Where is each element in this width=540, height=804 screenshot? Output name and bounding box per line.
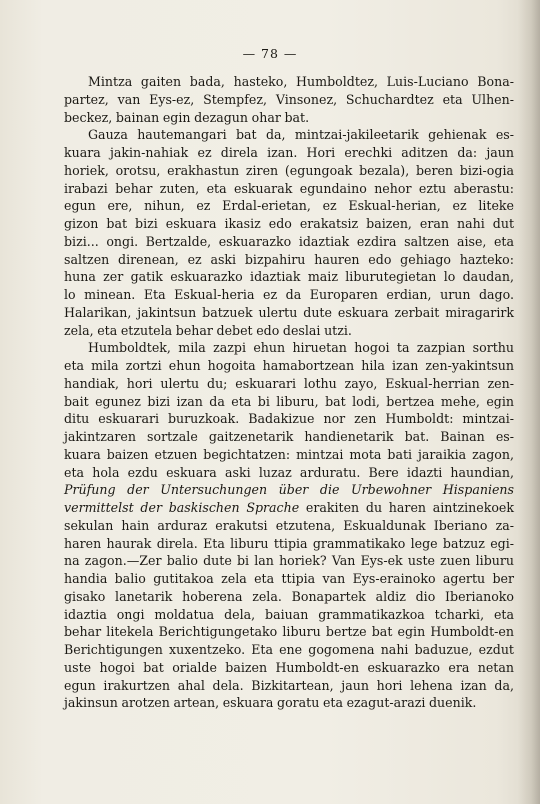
text-line: Berichtigungen xuxentzeko. Eta ene gogomena nahi baduzue, ezdut <box>64 642 514 657</box>
text-line: idaztia ongi moldatua dela, baiuan grammatikazkoa tcharki, eta <box>64 606 514 622</box>
text-tail: erakiten du haren aintzinekoek <box>299 500 514 515</box>
text-line: sekulan hain arduraz erakutsi etzutena, Eskualdunak Iberiano za- <box>64 517 514 533</box>
text-line: kuara jakin-nahiak ez direla izan. Hori erechki aditzen da: jaun <box>64 145 514 160</box>
text-line: eta mila zortzi ehun hogoita hamabortzean hila izan zen-yakintsun <box>64 358 514 373</box>
text-line: zela, eta etzutela behar debet edo deslai utzi. <box>64 322 352 338</box>
text-line: bizi... ongi. Bertzalde, eskuarazko idaztiak ezdira saltzen aise, eta <box>64 233 514 249</box>
text-line: handiak, hori ulertu du; eskuarari lothu zayo, Eskual-herrian zen- <box>64 375 514 391</box>
text-line: haren haurak direla. Eta liburu ttipia grammatikako lege batzuz egi- <box>64 535 514 551</box>
text-line: kuara baizen etzuen begichtatzen: mintzai mota bati jaraikia zagon, <box>64 446 514 462</box>
page-edge-shadow <box>518 0 540 804</box>
text-line: jakinsun arotzen artean, eskuara goratu eta ezagut-arazi duenik. <box>64 695 477 711</box>
text-line: ditu eskuarari buruzkoak. Badakizue nor zen Humboldt: mintzai- <box>64 411 514 427</box>
italic-title-end: vermittelst der baskischen Sprache <box>64 500 300 515</box>
text-line: lo minean. Eta Eskual-heria ez da Europaren erdian, urun dago. <box>64 287 514 302</box>
text-line-with-italic <box>64 499 514 517</box>
text-line: saltzen direnean, ez aski bizpahiru hauren edo gehiago hazteko: <box>64 251 514 267</box>
text-line: eta hola ezdu eskuara aski luzaz arduratu. Bere idazti haundian, <box>64 464 514 480</box>
text-line: Humboldtek, mila zazpi ehun hiruetan hogoi ta zazpian sorthu <box>88 340 514 356</box>
page-number: — 78 — <box>242 46 298 61</box>
text-line: Halarikan, jakintsun batzuek ulertu dute eskuara zerbait miragarirk <box>64 304 514 320</box>
text-line: Gauza hautemangari bat da, mintzai-jakileetarik gehienak es- <box>88 127 514 143</box>
text-line: horiek, orotsu, erakhastun ziren (egungoak bezala), beren bizi-ogia <box>64 162 514 178</box>
text-line: irabazi behar zuten, eta eskuarak egundaino nehor eztu aberastu: <box>64 180 514 196</box>
text-line: partez, van Eys-ez, Stempfez, Vinsonez, Schuchardtez eta Ulhen- <box>64 91 514 107</box>
text-line: bait egunez bizi izan da eta bi liburu, bat lodi, bertzea mehe, egin <box>64 393 514 409</box>
text-line: egun ere, nihun, ez Erdal-erietan, ez Eskual-herian, ez liteke <box>64 198 514 214</box>
text-line: beckez, bainan egin dezagun ohar bat. <box>64 109 310 125</box>
text-line: gizon bat bizi eskuara ikasiz edo erakatsiz baizen, eran nahi dut <box>64 216 514 231</box>
text-line: behar litekela Berichtigungetako liburu bertze bat egin Humboldt-en <box>64 624 514 640</box>
text-line: handia balio gutitakoa zela eta ttipia van Eys-erainoko agertu ber <box>64 571 514 586</box>
text-line: na zagon.—Zer balio dute bi lan horiek? Van Eys-ek uste zuen liburu <box>64 553 514 569</box>
body-text <box>64 73 514 712</box>
text-line: Mintza gaiten bada, hasteko, Humboldtez, Luis-Luciano Bona- <box>88 74 514 89</box>
text-line: jakintzaren sortzale gaitzenetarik handienetarik bat. Bainan es- <box>64 429 514 444</box>
text-line: gisako lanetarik hoberena zela. Bonapartek aldiz dio Iberianoko <box>64 588 514 604</box>
text-line: huna zer gatik eskuarazko idaztiak maiz liburutegietan lo daudan, <box>64 269 514 285</box>
text-line: egun irakurtzen ahal dela. Bizkitartean, jaun hori lehena izan da, <box>64 677 514 693</box>
text-line: uste hogoi bat orialde baizen Humboldt-en eskuarazko era netan <box>64 659 514 675</box>
text-line-italic-title: Prüfung der Untersuchungen über die Urbewohner Hispaniens <box>64 482 514 498</box>
